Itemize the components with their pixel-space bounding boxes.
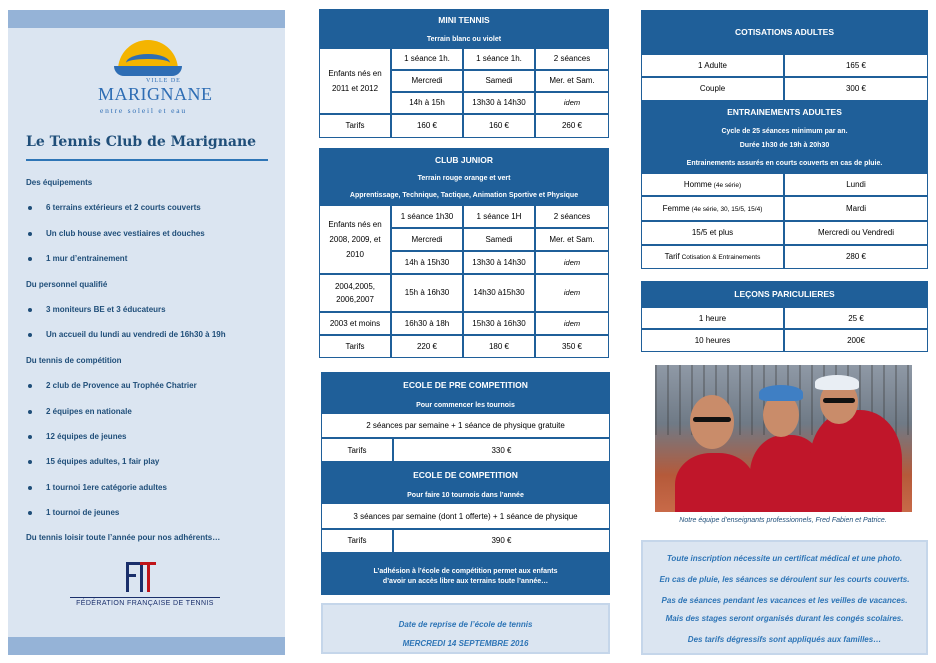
junior-cell: 14h30 à15h30 bbox=[463, 274, 535, 312]
feature-item: Un club house avec vestiaires et douches bbox=[26, 221, 281, 246]
mini-tennis-table bbox=[319, 9, 609, 138]
mini-tarif: 160 € bbox=[463, 114, 535, 138]
junior-cell: Samedi bbox=[463, 228, 535, 251]
logo-tagline: entre soleil et eau bbox=[100, 106, 187, 115]
junior-tarif: 350 € bbox=[535, 335, 609, 358]
mini-age-label: Enfants nés en 2011 et 2012 bbox=[319, 48, 391, 114]
info-line: Mais des stages seront organisés durant les congés scolaires. bbox=[665, 613, 904, 623]
comp-tarif: 390 € bbox=[393, 529, 610, 553]
fft-mark-icon bbox=[126, 562, 156, 594]
entrainement-label: Femme (4e série, 30, 15/5, 15/4) bbox=[641, 196, 784, 220]
junior-cell: idem bbox=[535, 312, 609, 335]
cotisations-title: COTISATIONS ADULTES bbox=[734, 27, 834, 38]
junior-cell: 13h30 à 14h30 bbox=[463, 251, 535, 274]
adult-fees-table bbox=[641, 10, 928, 269]
junior-age-label: 2004,2005, 2006,2007 bbox=[319, 274, 391, 312]
precomp-desc: 2 séances par semaine + 1 séance de physique gratuite bbox=[321, 413, 610, 438]
info-line: Toute inscription nécessite un certificat médical et une photo. bbox=[666, 554, 903, 563]
entrainement-day: Mercredi ou Vendredi bbox=[784, 221, 928, 245]
precomp-title: ECOLE DE PRE COMPETITION bbox=[403, 379, 528, 390]
entrainement-day: Mardi bbox=[784, 196, 928, 220]
info-line: En cas de pluie, les séances se déroulent sur les courts couverts. bbox=[659, 575, 910, 585]
logo-ville: VILLE DE bbox=[146, 78, 181, 84]
fft-logo bbox=[70, 562, 230, 612]
junior-tarifs-label: Tarifs bbox=[319, 335, 391, 358]
mini-cell: 2 séances bbox=[535, 48, 609, 70]
club-junior-subtitle: Terrain rouge orange et vert bbox=[417, 174, 511, 182]
entrainement-tarif: 280 € bbox=[784, 245, 928, 269]
junior-cell: 2 séances bbox=[535, 205, 609, 228]
mini-cell: Samedi bbox=[463, 70, 535, 92]
mini-cell: 13h30 à 14h30 bbox=[463, 92, 535, 114]
junior-tarif: 220 € bbox=[391, 335, 463, 358]
mini-cell: Mercredi bbox=[391, 70, 463, 92]
cotisation-price: 165 € bbox=[784, 54, 928, 77]
feature-item: 1 tournoi 1ere catégorie adultes bbox=[26, 475, 281, 500]
club-junior-title: CLUB JUNIOR bbox=[434, 154, 494, 165]
entrainements-sub-1: Cycle de 25 séances minimum par an. bbox=[721, 127, 848, 135]
entrainement-day: Lundi bbox=[784, 173, 928, 196]
precomp-tarif: 330 € bbox=[393, 438, 610, 462]
mini-cell: Mer. et Sam. bbox=[535, 70, 609, 92]
general-info-box bbox=[641, 540, 928, 655]
reprise-date: MERCREDI 14 SEPTEMBRE 2016 bbox=[402, 639, 529, 648]
precomp-tarifs-label: Tarifs bbox=[321, 438, 393, 462]
mini-tennis-title: MINI TENNIS bbox=[438, 15, 490, 26]
coaches-photo bbox=[655, 365, 912, 512]
mini-cell: 14h à 15h bbox=[391, 92, 463, 114]
feature-category: Du personnel qualifié bbox=[26, 279, 108, 289]
entrainements-sub-2: Durée 1h30 de 19h à 20h30 bbox=[739, 142, 830, 150]
feature-item: 2 club de Provence au Trophée Chatrier bbox=[26, 373, 281, 398]
comp-tarifs-label: Tarifs bbox=[321, 529, 393, 553]
club-junior-table bbox=[319, 148, 609, 358]
club-junior-subtitle-2: Apprentissage, Technique, Tactique, Animation Sportive et Physique bbox=[349, 191, 579, 199]
comp-desc: 3 séances par semaine (dont 1 offerte) + 1 séance de physique bbox=[321, 503, 610, 528]
logo-name: MARIGNANE bbox=[98, 84, 213, 104]
entrainement-label: 15/5 et plus bbox=[641, 221, 784, 245]
junior-age-label: 2003 et moins bbox=[319, 312, 391, 335]
lecon-label: 1 heure bbox=[641, 307, 784, 329]
mini-tarif: 260 € bbox=[535, 114, 609, 138]
mini-cell: 1 séance 1h. bbox=[391, 48, 463, 70]
cotisation-label: 1 Adulte bbox=[641, 54, 784, 77]
junior-cell: 16h30 à 18h bbox=[391, 312, 463, 335]
precomp-subtitle: Pour commencer les tournois bbox=[416, 401, 515, 409]
mini-tarifs-label: Tarifs bbox=[319, 114, 391, 138]
feature-item: 3 moniteurs BE et 3 éducateurs bbox=[26, 297, 281, 322]
lecons-title: LEÇONS PARICULIERES bbox=[734, 289, 835, 299]
feature-item: 6 terrains extérieurs et 2 courts couverts bbox=[26, 195, 281, 220]
junior-cell: idem bbox=[535, 251, 609, 274]
junior-cell: idem bbox=[535, 274, 609, 312]
lecons-table bbox=[641, 281, 928, 352]
junior-age-label: Enfants nés en 2008, 2009, et 2010 bbox=[319, 205, 391, 274]
info-line: Pas de séances pendant les vacances et les veilles de vacances. bbox=[661, 596, 908, 606]
feature-category: Du tennis de compétition bbox=[26, 355, 122, 365]
reprise-line-1: Date de reprise de l’école de tennis bbox=[398, 620, 533, 629]
panel-top-band bbox=[8, 10, 285, 28]
club-info-panel bbox=[8, 10, 285, 655]
junior-cell: Mer. et Sam. bbox=[535, 228, 609, 251]
feature-item: 1 mur d’entrainement bbox=[26, 246, 281, 271]
cotisation-label: Couple bbox=[641, 77, 784, 100]
lecon-price: 25 € bbox=[784, 307, 928, 329]
junior-cell: 14h à 15h30 bbox=[391, 251, 463, 274]
info-line: Des tarifs dégressifs sont appliqués aux familles… bbox=[687, 634, 882, 644]
feature-item: 15 équipes adultes, 1 fair play bbox=[26, 449, 281, 474]
comp-subtitle: Pour faire 10 tournois dans l’année bbox=[407, 491, 524, 499]
mini-cell: 1 séance 1h. bbox=[463, 48, 535, 70]
comp-note-2: d’avoir un accès libre aux terrains toute l’année… bbox=[382, 578, 549, 586]
junior-cell: 15h30 à 16h30 bbox=[463, 312, 535, 335]
reprise-notice bbox=[321, 603, 610, 654]
feature-item: Un accueil du lundi au vendredi de 16h30 à 19h bbox=[26, 322, 281, 347]
junior-tarif: 180 € bbox=[463, 335, 535, 358]
comp-title: ECOLE DE COMPETITION bbox=[413, 469, 518, 480]
mini-cell: idem bbox=[535, 92, 609, 114]
coach-figure bbox=[675, 453, 755, 512]
marignane-logo bbox=[88, 40, 218, 118]
feature-item: 1 tournoi de jeunes bbox=[26, 500, 281, 525]
photo-caption: Notre équipe d’enseignants professionnels, Fred Fabien et Patrice. bbox=[679, 517, 887, 524]
feature-category: Des équipements bbox=[26, 178, 93, 187]
title-divider bbox=[26, 159, 268, 161]
entrainements-title: ENTRAINEMENTS ADULTES bbox=[727, 107, 842, 118]
feature-item: 12 équipes de jeunes bbox=[26, 424, 281, 449]
feature-item: 2 équipes en nationale bbox=[26, 399, 281, 424]
lecon-label: 10 heures bbox=[641, 329, 784, 352]
comp-note-1: L’adhésion à l’école de compétition permet aux enfants bbox=[373, 568, 558, 576]
entrainement-tarif-label: Tarif Cotisation & Entrainements bbox=[641, 245, 784, 269]
mini-tennis-subtitle: Terrain blanc ou violet bbox=[426, 35, 502, 43]
entrainement-label: Homme (4e série) bbox=[641, 173, 784, 196]
entrainements-sub-3: Entrainements assurés en courts couverts en cas de pluie. bbox=[686, 159, 883, 167]
coach-figure bbox=[810, 410, 902, 512]
junior-cell: 1 séance 1h30 bbox=[391, 205, 463, 228]
fft-name: FÉDÉRATION FRANÇAISE DE TENNIS bbox=[76, 600, 214, 607]
lecon-price: 200€ bbox=[784, 329, 928, 352]
feature-category: Du tennis loisir toute l’année pour nos adhérents… bbox=[26, 533, 221, 543]
club-features-list bbox=[26, 170, 281, 551]
mini-tarif: 160 € bbox=[391, 114, 463, 138]
panel-bottom-band bbox=[8, 637, 285, 655]
junior-cell: 1 séance 1H bbox=[463, 205, 535, 228]
cotisation-price: 300 € bbox=[784, 77, 928, 100]
club-title: Le Tennis Club de Marignane bbox=[26, 134, 257, 150]
competition-schools-table bbox=[321, 372, 610, 595]
junior-cell: 15h à 16h30 bbox=[391, 274, 463, 312]
junior-cell: Mercredi bbox=[391, 228, 463, 251]
